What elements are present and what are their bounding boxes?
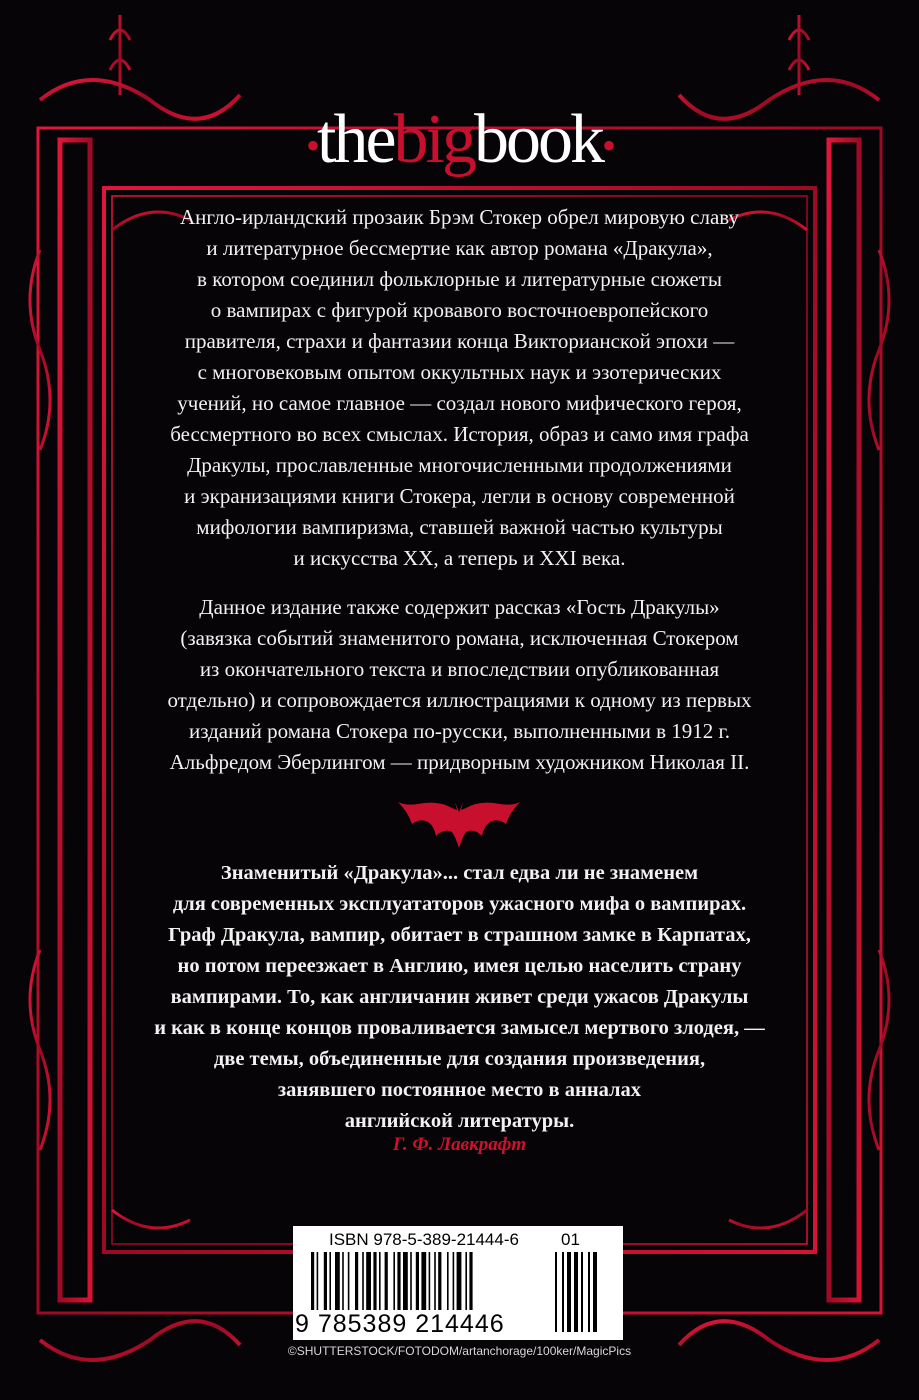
- barcode-bar: [311, 1252, 314, 1310]
- bat-icon: [398, 798, 520, 850]
- lovecraft-quote: [130, 858, 789, 1137]
- addon-bar: [562, 1252, 564, 1332]
- barcode-bar: [421, 1252, 426, 1310]
- barcode-bar: [429, 1252, 431, 1310]
- description-paragraph-2: [130, 592, 789, 778]
- logo-book: book: [473, 101, 602, 178]
- barcode-bar: [465, 1252, 467, 1310]
- text-line: бессмертного во всех смыслах. История, образ и само имя графа: [170, 422, 749, 446]
- addon-bar: [555, 1252, 557, 1332]
- quote-line: но потом переезжает в Англию, имея целью населить страну: [177, 955, 742, 977]
- barcode-bar: [416, 1252, 419, 1310]
- quote-line: Знаменитый «Дракула»... стал едва ли не знаменем: [220, 862, 699, 884]
- barcode-addon-digits: 01: [561, 1230, 580, 1249]
- barcode-bar: [366, 1252, 371, 1310]
- barcode-bar: [362, 1252, 364, 1310]
- isbn-text: ISBN 978-5-389-21444-6: [329, 1230, 519, 1249]
- quote-line: Граф Дракула, вампир, обитает в страшном замке в Карпатах,: [168, 924, 751, 946]
- text-line: в котором соединил фольклорные и литературные сюжеты: [197, 267, 722, 291]
- quote-line: занявшего постоянное место в анналах: [277, 1079, 642, 1101]
- logo-big: big: [393, 101, 474, 178]
- text-line: Дракулы, прославленные многочисленными продолжениями: [187, 453, 732, 477]
- barcode-bar: [329, 1252, 331, 1310]
- addon-bar: [588, 1252, 590, 1332]
- text-line: о вампирах с фигурой кровавого восточноевропейского: [210, 298, 709, 322]
- addon-bar: [574, 1252, 578, 1332]
- quote-line: английской литературы.: [344, 1110, 575, 1132]
- text-line: изданий романа Стокера по-русски, выполненными в 1912 г.: [188, 719, 731, 743]
- barcode-bar: [447, 1252, 449, 1310]
- barcode-bar: [355, 1252, 358, 1310]
- text-line: правителя, страхи и фантазии конца Викторианской эпохи —: [184, 329, 735, 353]
- quote-line: для современных эксплуататоров ужасного мифа о вампирах.: [172, 893, 747, 915]
- barcode-bar: [373, 1252, 376, 1310]
- addon-bar: [593, 1252, 597, 1332]
- text-line: Альфредом Эберлингом — придворным художником Николая II.: [169, 750, 750, 774]
- isbn-barcode: [293, 1226, 623, 1340]
- barcode-bar: [397, 1252, 400, 1310]
- text-line: и литературное бессмертие как автор романа «Дракула»,: [206, 236, 713, 260]
- logo-the: the: [317, 101, 394, 178]
- barcode-digits: 9 785389 214446: [295, 1310, 505, 1338]
- addon-bar: [581, 1252, 583, 1332]
- photo-credit: ©SHUTTERSTOCK/FOTODOM/artanchorage/100ker/MagicPics: [287, 1344, 632, 1358]
- quote-line: и как в конце концов проваливается замысел мертвого злодея, —: [154, 1017, 765, 1039]
- addon-bar: [567, 1252, 571, 1332]
- text-line: (завязка событий знаменитого романа, исключенная Стокером: [180, 626, 739, 650]
- text-line: Англо-ирландский прозаик Брэм Стокер обрел мировую славу: [180, 205, 739, 229]
- barcode-bar: [317, 1252, 319, 1310]
- barcode-bar: [434, 1252, 436, 1310]
- barcode-bar: [393, 1252, 395, 1310]
- text-line: Данное издание также содержит рассказ «Гость Дракулы»: [199, 595, 720, 619]
- text-line: с многовековым опытом оккультных наук и эзотерических: [197, 360, 722, 384]
- logo-dot-right: •: [601, 122, 613, 168]
- barcode-bar: [438, 1252, 441, 1310]
- barcode-bar: [410, 1252, 412, 1310]
- description-paragraph-1: [130, 202, 789, 574]
- barcode-bar: [335, 1252, 340, 1310]
- text-line: учений, но самое главное — создал нового мифического героя,: [177, 391, 742, 415]
- text-line: и экранизациями книги Стокера, легли в основу современной: [184, 484, 735, 508]
- barcode-bar: [453, 1252, 455, 1310]
- quote-author: Г. Ф. Лавкрафт: [392, 1134, 527, 1155]
- quote-line: две темы, объединенные для создания произведения,: [213, 1048, 706, 1070]
- barcode-bar: [324, 1252, 327, 1310]
- barcode-bar: [403, 1252, 408, 1310]
- text-line: мифологии вампиризма, ставшей важной частью культуры: [196, 515, 723, 539]
- barcode-bar: [342, 1252, 344, 1310]
- barcode-bar: [348, 1252, 350, 1310]
- barcode-bar: [385, 1252, 388, 1310]
- series-logo: [0, 100, 919, 186]
- text-line: отдельно) и сопровождается иллюстрациями к одному из первых: [167, 688, 752, 712]
- barcode-bar: [457, 1252, 462, 1310]
- logo-dot-left: •: [305, 122, 317, 168]
- barcode-bar: [379, 1252, 381, 1310]
- text-line: и искусства XX, а теперь и XXI века.: [293, 546, 626, 570]
- text-line: из окончательного текста и впоследствии опубликованная: [199, 657, 720, 681]
- quote-line: вампирами. То, как англичанин живет среди ужасов Дракулы: [170, 986, 749, 1008]
- barcode-bar: [469, 1252, 472, 1310]
